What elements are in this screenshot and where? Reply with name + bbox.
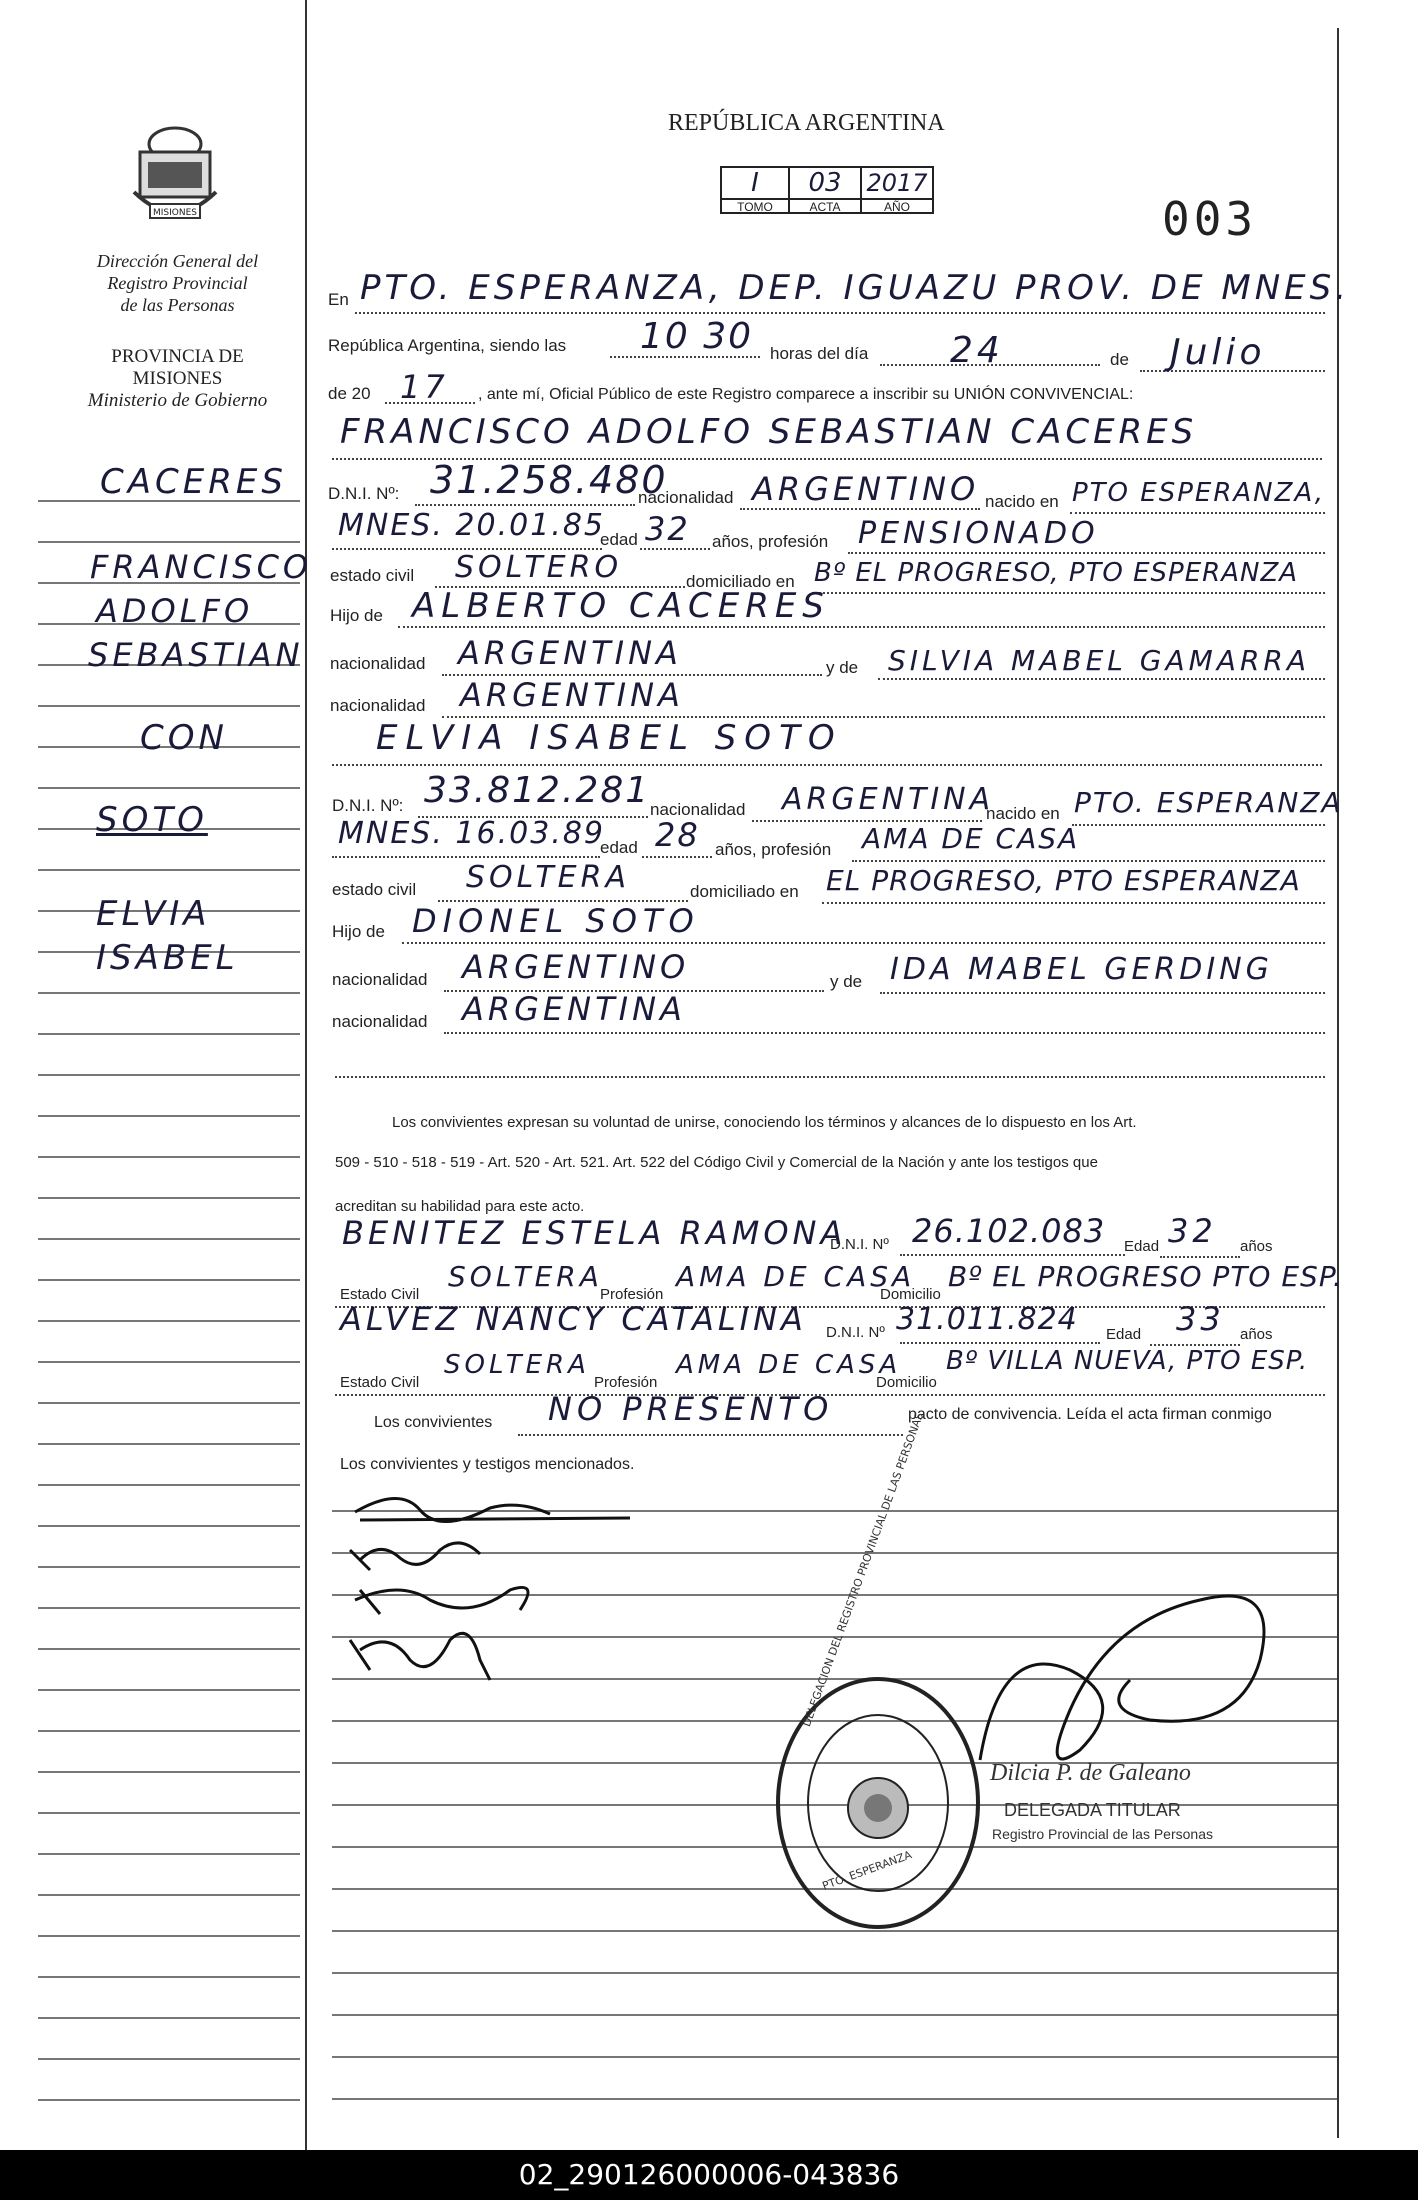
person2-dni: 33.812.281 <box>424 770 651 811</box>
witness1-civil: SOLTERA <box>448 1260 603 1293</box>
witness2-dni: 31.011.824 <box>896 1302 1078 1337</box>
ruled-line <box>38 1648 300 1650</box>
ruled-line <box>38 1812 300 1814</box>
profesion-label: Profesión <box>594 1374 658 1391</box>
country-heading: REPÚBLICA ARGENTINA <box>668 110 945 136</box>
ante-label: , ante mí, Oficial Público de este Registro comparece a inscribir su UNIÓN CONVIVENCIAL: <box>478 386 1134 403</box>
person2-mother-nat: ARGENTINA <box>462 990 686 1028</box>
nacido-label: nacido en <box>985 492 1059 511</box>
yde-label: y de <box>826 658 859 677</box>
edad-label: Edad <box>1124 1238 1160 1255</box>
dotted-line <box>518 1434 903 1436</box>
nacionalidad-label: nacionalidad <box>330 654 426 673</box>
dotted-line <box>444 1032 1325 1034</box>
ruled-line <box>38 705 300 707</box>
ruled-line <box>332 2056 1337 2058</box>
ruled-line <box>38 869 300 871</box>
anio-label: AÑO <box>862 198 932 214</box>
dotted-line <box>398 626 1325 628</box>
edad-label: Edad <box>1106 1326 1142 1343</box>
person1-birthplace: PTO ESPERANZA, <box>1072 478 1325 508</box>
person2-mother: IDA MABEL GERDING <box>890 952 1273 987</box>
ruled-line <box>38 1484 300 1486</box>
dotted-line <box>1070 512 1325 514</box>
stamp-ring-text: DELEGACION DEL REGISTRO PROVINCIAL DE LAS PERSONAS <box>800 1410 927 1729</box>
ruled-line <box>332 2014 1337 2016</box>
nacionalidad-label: nacionalidad <box>638 488 734 507</box>
dotted-line <box>332 764 1322 766</box>
dotted-line <box>415 504 635 506</box>
tomo-value: I <box>751 168 759 198</box>
anio-box <box>860 166 934 214</box>
sidebar-province <box>40 346 315 412</box>
official-stamp-icon <box>768 1668 988 1938</box>
estado-label: estado civil <box>330 566 415 585</box>
dotted-line <box>642 856 712 858</box>
anos-label: años <box>1240 1326 1273 1343</box>
hijo-label: Hijo de <box>332 922 385 941</box>
ruled-line <box>38 1853 300 1855</box>
estado-label: Estado Civil <box>340 1374 420 1391</box>
ruled-line <box>38 1771 300 1773</box>
domicilio-label: Domicilio <box>880 1286 941 1303</box>
pacto-value: NO PRESENTO <box>548 1390 834 1428</box>
person1-father: ALBERTO CACERES <box>412 586 830 626</box>
ruled-line <box>38 1115 300 1117</box>
official-signature-graphic <box>960 1560 1290 1790</box>
month-value: Julio <box>1170 332 1266 373</box>
domicilio-label: domiciliado en <box>690 882 799 901</box>
ruled-line <box>38 2017 300 2019</box>
ruled-line <box>38 1525 300 1527</box>
dotted-line <box>335 1076 1325 1078</box>
person2-name: ELVIA ISABEL SOTO <box>376 718 843 758</box>
witness2-civil: SOLTERA <box>444 1350 590 1380</box>
person2-father: DIONEL SOTO <box>412 902 700 940</box>
republica-label: República Argentina, siendo las <box>328 336 567 355</box>
ruled-line <box>332 1972 1337 1974</box>
ruled-line <box>332 2098 1337 2100</box>
ruled-line <box>38 2058 300 2060</box>
org-line: de las Personas <box>120 295 235 315</box>
ruled-line <box>38 992 300 994</box>
dni-label: D.N.I. Nº: <box>328 484 400 503</box>
closing-text: Los convivientes y testigos mencionados. <box>340 1456 635 1473</box>
ruled-line <box>38 1976 300 1978</box>
ruled-line <box>38 1935 300 1937</box>
dotted-line <box>852 860 1325 862</box>
person1-address: Bº EL PROGRESO, PTO ESPERANZA <box>814 558 1299 588</box>
nacionalidad-label: nacionalidad <box>332 970 428 989</box>
ruled-line <box>38 541 300 543</box>
ruled-line <box>38 1689 300 1691</box>
pacto-prefix: Los convivientes <box>374 1414 493 1431</box>
dotted-line <box>848 552 1325 554</box>
year-prefix: de 20 <box>328 384 371 403</box>
person1-mother-nat: ARGENTINA <box>460 676 684 714</box>
dni-label: D.N.I. Nº <box>826 1324 885 1341</box>
horas-label: horas del día <box>770 344 869 363</box>
domicilio-label: Domicilio <box>876 1374 937 1391</box>
signatures-graphic <box>340 1490 640 1710</box>
person2-profession: AMA DE CASA <box>862 822 1080 855</box>
estado-label: Estado Civil <box>340 1286 420 1303</box>
dotted-line <box>822 902 1325 904</box>
yde-label: y de <box>830 972 863 991</box>
dotted-line <box>1072 824 1325 826</box>
profesion-label: Profesión <box>600 1286 664 1303</box>
right-border <box>1337 28 1339 2138</box>
profesion-label: años, profesión <box>715 840 832 859</box>
dotted-line <box>332 856 600 858</box>
ruled-line <box>38 787 300 789</box>
witness2-address: Bº VILLA NUEVA, PTO ESP. <box>946 1346 1309 1376</box>
statement-line1: Los convivientes expresan su voluntad de unirse, conociendo los términos y alcances de lo dispuesto en los Art. <box>392 1114 1137 1131</box>
estado-label: estado civil <box>332 880 417 899</box>
en-label: En <box>328 290 349 309</box>
day-value: 24 <box>950 330 1004 371</box>
margin-note: ISABEL <box>96 938 239 978</box>
dotted-line <box>900 1342 1100 1344</box>
edad-label: edad <box>600 530 638 549</box>
dotted-line <box>880 992 1325 994</box>
nacionalidad-label: nacionalidad <box>330 696 426 715</box>
record-number: 003 <box>1162 192 1258 246</box>
person2-birthplace: PTO. ESPERANZA <box>1074 786 1343 819</box>
ruled-line <box>38 1402 300 1404</box>
ruled-line <box>38 1074 300 1076</box>
province-line: MISIONES <box>132 368 223 389</box>
ruled-line <box>38 1894 300 1896</box>
person1-father-nat: ARGENTINA <box>458 634 682 672</box>
document-code-bar: 02_290126000006-043836 <box>0 2150 1418 2200</box>
person1-birth: MNES. 20.01.85 <box>338 508 605 543</box>
anio-value: 2017 <box>866 169 928 197</box>
person1-name: FRANCISCO ADOLFO SEBASTIAN CACERES <box>340 412 1198 452</box>
official-name: Dilcia P. de Galeano <box>990 1760 1191 1786</box>
tomo-box <box>720 166 790 214</box>
witness1-dni: 26.102.083 <box>912 1212 1106 1250</box>
de-label: de <box>1110 350 1129 369</box>
margin-note: SOTO <box>96 800 208 840</box>
stamp-center-text: PTO. ESPERANZA <box>820 1848 914 1893</box>
ruled-line <box>38 1197 300 1199</box>
person2-birth: MNES. 16.03.89 <box>338 816 605 851</box>
person2-nationality: ARGENTINA <box>782 782 995 817</box>
official-org: Registro Provincial de las Personas <box>992 1826 1213 1842</box>
nacionalidad-label: nacionalidad <box>650 800 746 819</box>
dotted-line <box>740 508 980 510</box>
misiones-seal-icon <box>120 122 230 237</box>
ruled-line <box>38 1566 300 1568</box>
acta-box <box>788 166 862 214</box>
witness1-age: 32 <box>1168 1212 1217 1250</box>
ruled-line <box>38 1361 300 1363</box>
ministry-line: Ministerio de Gobierno <box>87 390 268 411</box>
margin-note: ELVIA <box>96 894 211 934</box>
person2-address: EL PROGRESO, PTO ESPERANZA <box>826 864 1301 897</box>
ruled-line <box>38 1033 300 1035</box>
profesion-label: años, profesión <box>712 532 829 551</box>
person2-civil: SOLTERA <box>466 860 630 895</box>
acta-label: ACTA <box>790 198 860 214</box>
witness1-profession: AMA DE CASA <box>676 1260 916 1293</box>
dni-label: D.N.I. Nº <box>830 1236 889 1253</box>
person1-age: 32 <box>645 510 690 548</box>
person2-father-nat: ARGENTINO <box>462 948 690 986</box>
margin-note: CON <box>140 718 228 758</box>
official-title: DELEGADA TITULAR <box>1004 1800 1181 1820</box>
year-suffix: 17 <box>400 368 449 406</box>
dotted-line <box>878 678 1325 680</box>
dotted-line <box>900 1254 1125 1256</box>
person1-profession: PENSIONADO <box>858 516 1099 551</box>
margin-note: CACERES <box>100 462 287 502</box>
anos-label: años <box>1240 1238 1273 1255</box>
ruled-line <box>38 1156 300 1158</box>
nacionalidad-label: nacionalidad <box>332 1012 428 1031</box>
person2-age: 28 <box>655 816 700 854</box>
sidebar-org <box>40 250 315 316</box>
org-line: Dirección General del <box>96 251 259 271</box>
margin-note: SEBASTIAN <box>88 636 304 674</box>
ruled-line <box>38 2099 300 2101</box>
dni-label: D.N.I. Nº: <box>332 796 404 815</box>
ruled-line <box>38 1320 300 1322</box>
svg-text:MISIONES: MISIONES <box>152 208 198 218</box>
witness2-age: 33 <box>1176 1300 1225 1338</box>
edad-label: edad <box>600 838 638 857</box>
statement-line2: 509 - 510 - 518 - 519 - Art. 520 - Art. 521. Art. 522 del Código Civil y Comercial de la Nación y ante los testigos que <box>335 1154 1098 1171</box>
ruled-line <box>38 1607 300 1609</box>
tomo-label: TOMO <box>722 198 788 214</box>
ruled-line <box>38 1238 300 1240</box>
org-line: Registro Provincial <box>107 273 248 293</box>
acta-value: 03 <box>808 168 842 198</box>
nacido-label: nacido en <box>986 804 1060 823</box>
person1-civil: SOLTERO <box>455 550 623 585</box>
hijo-label: Hijo de <box>330 606 383 625</box>
domicilio-label: domiciliado en <box>686 572 795 591</box>
witness1-address: Bº EL PROGRESO PTO ESP. <box>948 1260 1343 1293</box>
dotted-line <box>812 592 1325 594</box>
dotted-line <box>355 312 1325 314</box>
ruled-line <box>38 1443 300 1445</box>
ruled-line <box>38 1730 300 1732</box>
place-value: PTO. ESPERANZA, DEP. IGUAZU PROV. DE MNES. <box>360 268 1351 308</box>
dotted-line <box>640 548 710 550</box>
person1-nationality: ARGENTINO <box>752 470 980 508</box>
margin-note: ADOLFO <box>96 592 254 630</box>
dotted-line <box>402 942 1325 944</box>
statement-line3: acreditan su habilidad para este acto. <box>335 1198 585 1215</box>
witness1-name: BENITEZ ESTELA RAMONA <box>342 1214 847 1252</box>
witness2-name: ALVEZ NANCY CATALINA <box>340 1300 807 1338</box>
hour-value: 10 30 <box>640 316 754 357</box>
margin-note: FRANCISCO <box>90 548 313 586</box>
dotted-line <box>1160 1256 1240 1258</box>
province-line: PROVINCIA DE <box>111 346 244 367</box>
ruled-line <box>38 1279 300 1281</box>
pacto-suffix: pacto de convivencia. Leída el acta firman conmigo <box>908 1406 1272 1423</box>
witness2-profession: AMA DE CASA <box>676 1350 902 1380</box>
person1-dni: 31.258.480 <box>430 458 668 502</box>
person1-mother: SILVIA MABEL GAMARRA <box>888 644 1311 677</box>
